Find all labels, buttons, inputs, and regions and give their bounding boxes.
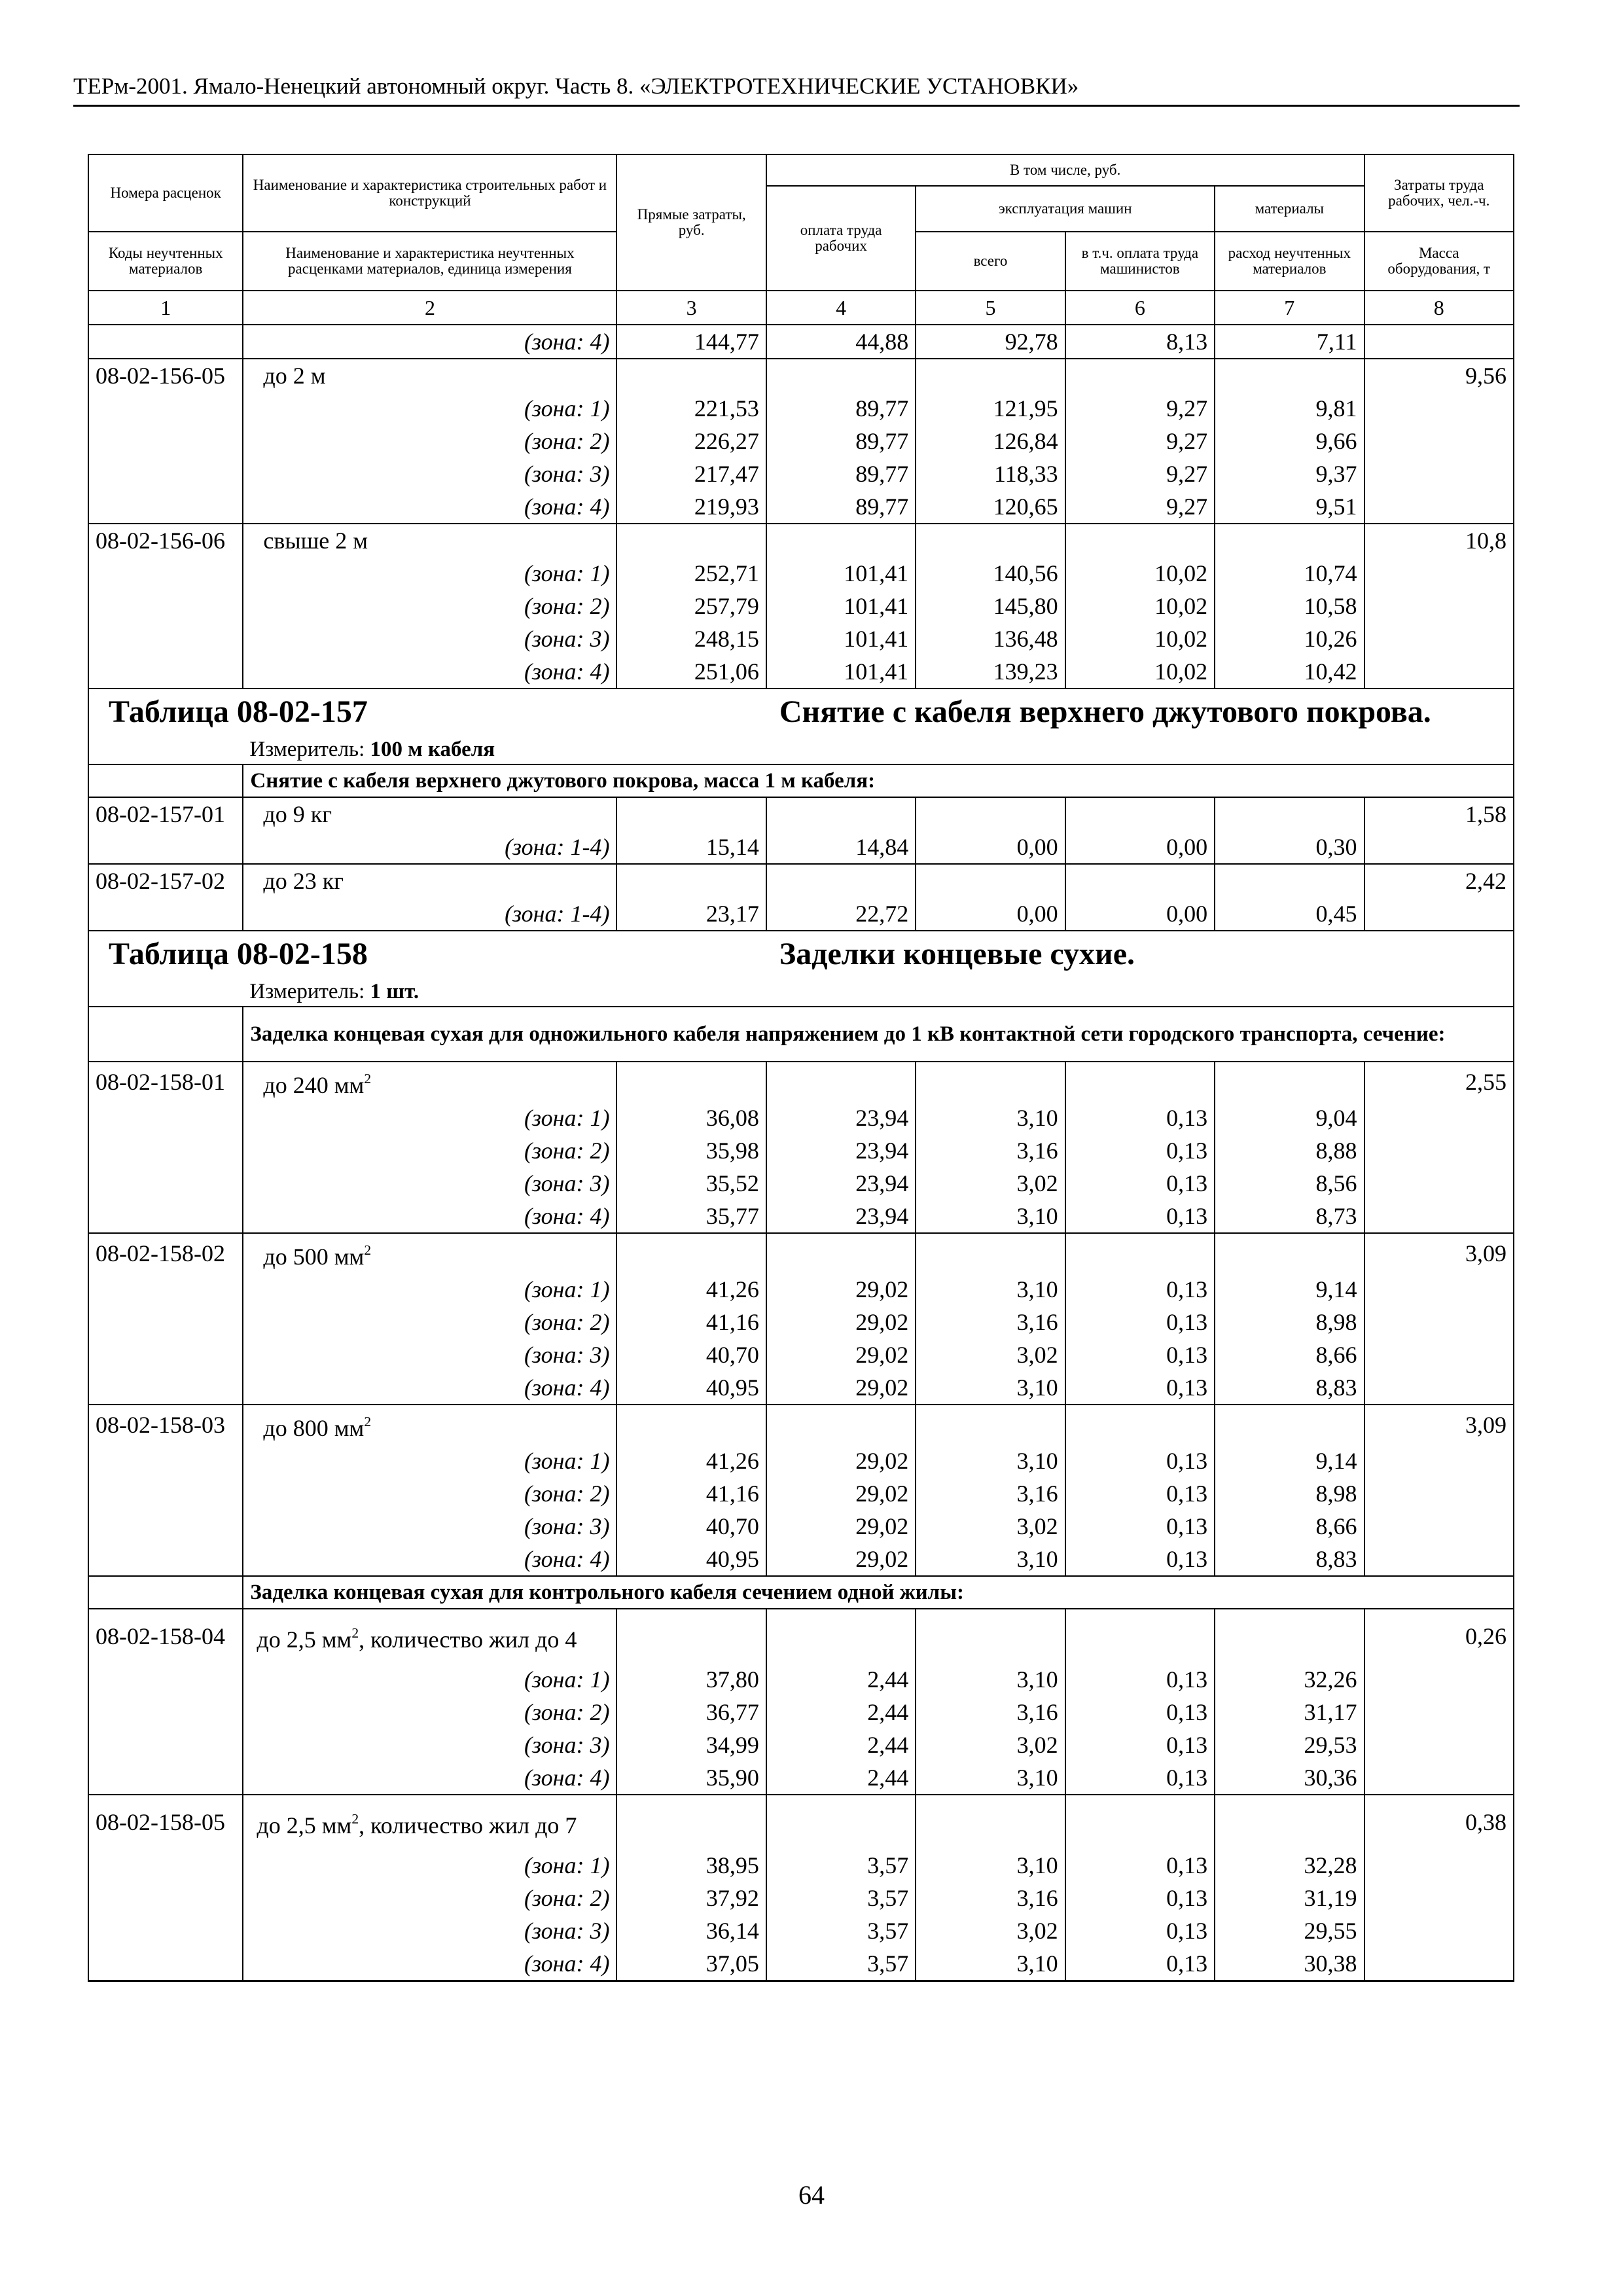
column-number-row: [88, 291, 1514, 325]
section-title: Заделка концевая сухая для контрольного кабеля сечением одной жилы:: [243, 1576, 1514, 1609]
column-number: 2: [243, 291, 616, 325]
rate-code: 08-02-158-01: [88, 1062, 243, 1102]
measure-row: [88, 735, 1514, 764]
rate-code: 08-02-158-04: [88, 1609, 243, 1663]
table-row: (зона: 1-4) 23,17 22,72 0,00 0,00 0,45: [88, 897, 1514, 931]
labor-value: 3,09: [1364, 1405, 1514, 1444]
col2-bottom-header: Наименование и характеристика неучтенных расценками материалов, единица измерения: [243, 232, 616, 291]
item-row: [88, 524, 1514, 557]
table-row: (зона: 1) 252,71 101,41 140,56 10,02 10,74: [88, 557, 1514, 590]
mach-total-header: всего: [916, 232, 1065, 291]
column-number: 1: [88, 291, 243, 325]
item-name: до 2 м: [243, 359, 616, 392]
col1-top-header: Номера расценок: [88, 154, 243, 232]
table-row: (зона: 4) 40,95 29,02 3,10 0,13 8,83: [88, 1371, 1514, 1405]
rate-code: 08-02-156-05: [88, 359, 243, 392]
table-row: (зона: 2) 37,92 3,57 3,16 0,13 31,19: [88, 1882, 1514, 1914]
column-number: 5: [916, 291, 1065, 325]
item-name: до 9 кг: [243, 797, 616, 831]
measure-unit: 1 шт.: [370, 980, 419, 1003]
price-table: [88, 154, 1514, 1982]
rate-code: 08-02-158-02: [88, 1233, 243, 1273]
col2-top-header: Наименование и характеристика строительных работ и конструкций: [243, 154, 616, 232]
column-number: 4: [766, 291, 916, 325]
materials-unacc-header: расход неучтенных материалов: [1215, 232, 1364, 291]
rate-code: 08-02-158-05: [88, 1795, 243, 1849]
table-row: (зона: 2) 41,16 29,02 3,16 0,13 8,98: [88, 1306, 1514, 1338]
table-row: (зона: 4) 37,05 3,57 3,10 0,13 30,38: [88, 1947, 1514, 1981]
table-row: (зона: 1) 221,53 89,77 121,95 9,27 9,81: [88, 392, 1514, 425]
item-name: до 800 $мм^2$: [243, 1405, 616, 1444]
rate-code: 08-02-157-02: [88, 864, 243, 897]
section-row: [88, 1576, 1514, 1609]
table-row: (зона: 1) 38,95 3,57 3,10 0,13 32,28: [88, 1849, 1514, 1882]
item-name: до 240 $мм^2$: [243, 1062, 616, 1102]
item-row: [88, 1609, 1514, 1663]
section-title: Заделка концевая сухая для одножильного кабеля напряжением до 1 кВ контактной сети городского транспорта, сечение:: [243, 1007, 1514, 1062]
item-row: [88, 1233, 1514, 1273]
measure-row: [88, 977, 1514, 1007]
item-name: до 23 кг: [243, 864, 616, 897]
table-row: (зона: 4) 219,93 89,77 120,65 9,27 9,51: [88, 490, 1514, 524]
measure-label: Измеритель:: [249, 980, 365, 1003]
including-header: В том числе, руб.: [766, 154, 1364, 186]
table-row: (зона: 2) 226,27 89,77 126,84 9,27 9,66: [88, 425, 1514, 457]
labor-value: 9,56: [1364, 359, 1514, 392]
table-row: (зона: 4) 144,77 44,88 92,78 8,13 7,11: [88, 325, 1514, 359]
table-title: Снятие с кабеля верхнего джутового покрова.: [766, 689, 1514, 735]
col3-header: Прямые затраты, руб.: [616, 154, 766, 291]
table-row: (зона: 3) 40,70 29,02 3,02 0,13 8,66: [88, 1338, 1514, 1371]
table-row: (зона: 4) 35,77 23,94 3,10 0,13 8,73: [88, 1200, 1514, 1233]
table-title: Заделки концевые сухие.: [766, 931, 1514, 977]
labor-value: 0,26: [1364, 1609, 1514, 1663]
column-number: 8: [1364, 291, 1514, 325]
table-row: (зона: 4) 40,95 29,02 3,10 0,13 8,83: [88, 1543, 1514, 1576]
table-row: (зона: 1-4) 15,14 14,84 0,00 0,00 0,30: [88, 831, 1514, 864]
table-row: (зона: 1) 41,26 29,02 3,10 0,13 9,14: [88, 1444, 1514, 1477]
table-row: (зона: 3) 40,70 29,02 3,02 0,13 8,66: [88, 1510, 1514, 1543]
item-name: до 500 $мм^2$: [243, 1233, 616, 1273]
table-row: (зона: 2) 41,16 29,02 3,16 0,13 8,98: [88, 1477, 1514, 1510]
item-row: [88, 1062, 1514, 1102]
table-row: (зона: 3) 248,15 101,41 136,48 10,02 10,26: [88, 622, 1514, 655]
item-name: свыше 2 м: [243, 524, 616, 557]
item-row: [88, 864, 1514, 897]
column-number: 6: [1065, 291, 1215, 325]
col1-bottom-header: Коды неучтенных материалов: [88, 232, 243, 291]
table-row: (зона: 2) 257,79 101,41 145,80 10,02 10,58: [88, 590, 1514, 622]
item-name: до 2,5 $мм^2$, количество жил до 7: [243, 1795, 616, 1849]
labor-cost-header: Затраты труда рабочих, чел.-ч.: [1364, 154, 1514, 232]
mach-labor-header: в т.ч. оплата труда машинистов: [1065, 232, 1215, 291]
header-rule: [73, 105, 1520, 107]
table-row: (зона: 3) 217,47 89,77 118,33 9,27 9,37: [88, 457, 1514, 490]
table-row: (зона: 1) 36,08 23,94 3,10 0,13 9,04: [88, 1102, 1514, 1134]
table-row: (зона: 3) 35,52 23,94 3,02 0,13 8,56: [88, 1167, 1514, 1200]
table-row: (зона: 3) 34,99 2,44 3,02 0,13 29,53: [88, 1729, 1514, 1761]
item-row: [88, 1405, 1514, 1444]
section-row: [88, 764, 1514, 797]
item-row: [88, 1795, 1514, 1849]
running-header: ТЕРм-2001. Ямало-Ненецкий автономный округ. Часть 8. «ЭЛЕКТРОТЕХНИЧЕСКИЕ УСТАНОВКИ»: [73, 73, 1079, 99]
item-name: до 2,5 $мм^2$, количество жил до 4: [243, 1609, 616, 1663]
table-row: (зона: 3) 36,14 3,57 3,02 0,13 29,55: [88, 1914, 1514, 1947]
table-row: (зона: 4) 251,06 101,41 139,23 10,02 10,42: [88, 655, 1514, 689]
column-number: 7: [1215, 291, 1364, 325]
item-row: [88, 797, 1514, 831]
measure-unit: 100 м кабеля: [370, 738, 495, 761]
table-title-row: [88, 931, 1514, 977]
rate-code: 08-02-156-06: [88, 524, 243, 557]
rate-code: 08-02-158-03: [88, 1405, 243, 1444]
labor-value: 10,8: [1364, 524, 1514, 557]
table-number: Таблица 08-02-157: [88, 689, 766, 735]
item-row: [88, 359, 1514, 392]
labor-value: 2,42: [1364, 864, 1514, 897]
table-row: (зона: 1) 37,80 2,44 3,10 0,13 32,26: [88, 1663, 1514, 1696]
labor-value: 1,58: [1364, 797, 1514, 831]
table-row: (зона: 4) 35,90 2,44 3,10 0,13 30,36: [88, 1761, 1514, 1795]
labor-value: 3,09: [1364, 1233, 1514, 1273]
rate-code: 08-02-157-01: [88, 797, 243, 831]
table-row: (зона: 2) 36,77 2,44 3,16 0,13 31,17: [88, 1696, 1514, 1729]
table-row: (зона: 2) 35,98 23,94 3,16 0,13 8,88: [88, 1134, 1514, 1167]
equip-mass-header: Масса оборудования, т: [1364, 232, 1514, 291]
page-number: 64: [798, 2180, 825, 2210]
section-row: [88, 1007, 1514, 1062]
measure-label: Измеритель:: [249, 738, 365, 761]
table-row: (зона: 1) 41,26 29,02 3,10 0,13 9,14: [88, 1273, 1514, 1306]
labor-value: 0,38: [1364, 1795, 1514, 1849]
section-title: Снятие с кабеля верхнего джутового покрова, масса 1 м кабеля:: [243, 764, 1514, 797]
labor-value: 2,55: [1364, 1062, 1514, 1102]
table-title-row: [88, 689, 1514, 735]
column-number: 3: [616, 291, 766, 325]
labor-pay-header: оплата труда рабочих: [766, 186, 916, 291]
table-number: Таблица 08-02-158: [88, 931, 766, 977]
machines-header: эксплуатация машин: [916, 186, 1215, 232]
materials-header: материалы: [1215, 186, 1364, 232]
zone-label: (зона: 4): [243, 325, 616, 359]
